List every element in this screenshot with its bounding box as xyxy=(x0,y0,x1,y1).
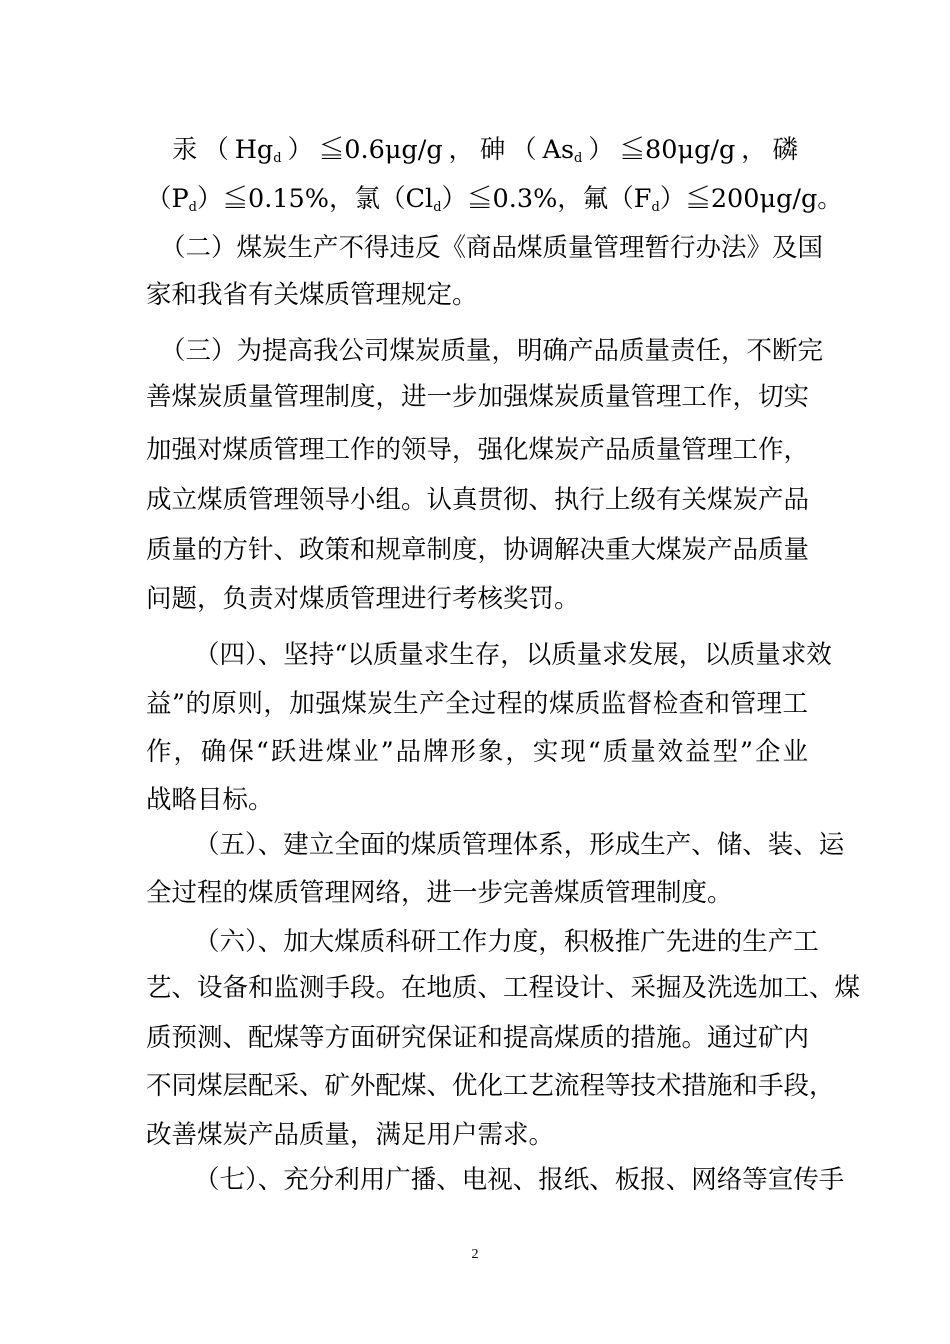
text-line: 作，确保“跃进煤业”品牌形象，实现“质量效益型”企业 xyxy=(146,737,808,767)
text-line: （六）、加大煤质科研工作力度，积极推广先进的生产工 xyxy=(194,927,819,957)
text-line: 益”的原则，加强煤炭生产全过程的煤质监督检查和管理工 xyxy=(146,689,808,719)
text-line: （五）、建立全面的煤质管理体系，形成生产、储、装、运 xyxy=(194,830,845,860)
text-line: 汞$(Hg_d)≦0.6\mu g/g$，砷$(As_d)≦80\mu g/g$，磷 xyxy=(172,135,798,166)
text-line: 家和我省有关煤质管理规定。 xyxy=(146,280,478,310)
page-number: 2 xyxy=(471,1247,479,1262)
text-line: 全过程的煤质管理网络，进一步完善煤质管理制度。 xyxy=(146,878,733,908)
text-line: 问题，负责对煤质管理进行考核奖罚。 xyxy=(146,584,580,614)
text-line: （二）煤炭生产不得违反《商品煤质量管理暂行办法》及国 xyxy=(160,233,824,263)
text-line: （七）、充分利用广播、电视、报纸、板报、网络等宣传手 xyxy=(194,1165,845,1195)
text-line: 质预测、配煤等方面研究保证和提高煤质的措施。通过矿内 xyxy=(146,1023,810,1053)
text-line: 战略目标。 xyxy=(146,785,274,815)
text-line: 不同煤层配采、矿外配煤、优化工艺流程等技术措施和手段， xyxy=(146,1071,835,1101)
text-line: $(P_d)≦0.15\%$，氯$(Cl_d)≦0.3\%$，氟$(F_d)≦200\mu g/g$。 xyxy=(146,184,843,215)
text-line: （四）、坚持“以质量求生存，以质量求发展，以质量求效 xyxy=(194,640,832,670)
text-line: 成立煤质管理领导小组。认真贯彻、执行上级有关煤炭产品 xyxy=(146,485,810,515)
text-line: 加强对煤质管理工作的领导，强化煤炭产品质量管理工作， xyxy=(146,435,810,465)
text-line: 善煤炭质量管理制度，进一步加强煤炭质量管理工作，切实 xyxy=(146,382,810,412)
text-line: 艺、设备和监测手段。在地质、工程设计、采掘及洗选加工、煤 xyxy=(146,973,861,1003)
text-line: （三）为提高我公司煤炭质量，明确产品质量责任，不断完 xyxy=(160,336,824,366)
text-line: 改善煤炭产品质量，满足用户需求。 xyxy=(146,1120,555,1150)
text-line: 质量的方针、政策和规章制度，协调解决重大煤炭产品质量 xyxy=(146,535,810,565)
